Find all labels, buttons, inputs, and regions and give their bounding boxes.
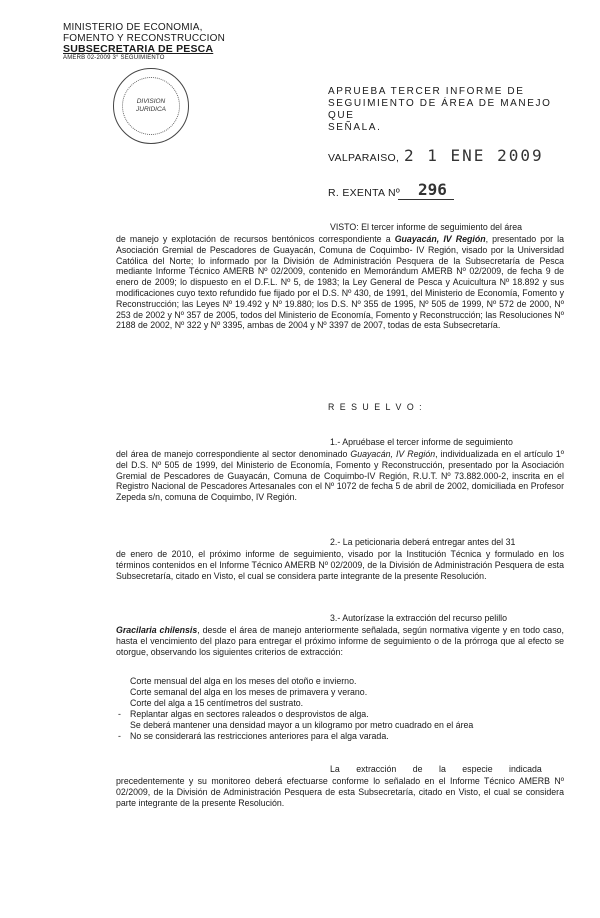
p3-paragraph xyxy=(116,625,564,657)
criteria-item: Corte del alga a 15 centímetros del sustrato. xyxy=(130,698,304,708)
p1-guayacan: Guayacán, IV Región xyxy=(350,449,436,459)
visto-text-a: de manejo y explotación de recursos bentónicos correspondiente a xyxy=(116,234,395,244)
criteria-item: Corte semanal del alga en los meses de primavera y verano. xyxy=(130,687,368,697)
criteria-item: - No se considerará las restricciones anteriores para el alga varada. xyxy=(118,731,389,741)
stamp-line-2: JURIDICA xyxy=(136,106,166,113)
p3-text: , desde el área de manejo anteriormente señalada, según normativa vigente y en todo caso, hasta el vencimiento del plazo para entregar el próximo informe de seguimiento o de la prórroga que al efecto se otorgue, observando los siguientes criterios de extracción: xyxy=(116,625,565,657)
p1-text-a: del área de manejo correspondiente al sector denominado xyxy=(116,449,351,459)
p1-indent-line: 1.- Apruébase el tercer informe de seguimiento xyxy=(330,437,513,447)
resolution-underline xyxy=(398,199,454,200)
p3-indent-line: 3.- Autorízase la extracción del recurso pelillo xyxy=(330,613,508,623)
criteria-item: - Replantar algas en sectores raleados o desprovistos de alga. xyxy=(118,709,369,719)
p3-species: Gracilaria chilensis xyxy=(116,625,198,635)
bullet-dash-icon: - xyxy=(118,731,121,741)
visto-text-b: , presentado por la Asociación Gremial de Pescadores de Guayacán, Comuna de Coquimbo- IV Región, visado por la Universidad Católica del Norte; lo informado por la División de Administración Pesquera de la Subsecretaría de Pesca mediante Informe Técnico AMERB Nº 02/2009, contenido en Memorándum AMERB Nº 02/2009, de fecha 9 de enero de 2009; lo dispuesto en el D.F.L. Nº 5, de 1983; la Ley General de Pesca y Acuicultura Nº 18.892 y sus modificaciones cuyo texto refundido fue fijado por el D.S. Nº 430, de 1991, del Ministerio de Economía, Fomento y Reconstrucción; las Leyes Nº 19.492 y Nº 19.880; los D.S. Nº 355 de 1995, Nº 505 de 1999, Nº 572 de 2000, Nº 253 de 2002 y Nº 357 de 2005, todos del Ministerio de Economía, Fomento y Reconstrucción; las Resoluciones Nº 2188 de 2002, Nº 322 y Nº 3395, ambas de 2004 y Nº 3397 de 2007, todas de esta Subsecretaría. xyxy=(116,234,564,331)
visto-paragraph xyxy=(116,234,564,331)
p2-indent-line: 2.- La peticionaria deberá entregar antes del 31 xyxy=(330,537,516,547)
header-block xyxy=(63,22,225,62)
place-label: VALPARAISO, xyxy=(328,152,400,164)
division-stamp xyxy=(113,68,189,144)
resolution-number: 296 xyxy=(418,180,447,199)
reference-code: AMERB 02-2009 3° SEGUIMIENTO xyxy=(63,55,165,61)
ministry-line-2: FOMENTO Y RECONSTRUCCION xyxy=(63,33,226,44)
stamp-inner-ring xyxy=(122,77,180,135)
visto-guayacan: Guayacán, IV Región xyxy=(394,234,486,244)
criteria-item: Corte mensual del alga en los meses del otoño e invierno. xyxy=(130,676,357,686)
p4-paragraph: precedentemente y su monitoreo deberá efectuarse conforme lo señalado en el Informe Técnico AMERB Nº 02/2009, de la División de Administración Pesquera de esta Subsecretaría, citado en Visto, el cual se considera parte integrante de la presente Resolución. xyxy=(116,776,564,808)
resuelvo-heading: R E S U E L V O : xyxy=(328,402,424,412)
resolution-label: R. EXENTA Nº xyxy=(328,187,401,199)
p2-paragraph: de enero de 2010, el próximo informe de seguimiento, visado por la Institución Técnica y formulado en los términos contenidos en el Informe Técnico AMERB Nº 02/2009, de la División de Administración Pesquera de esta Subsecretaría, citado en Visto, el cual se considera parte integrante de la presente Resolución. xyxy=(116,549,564,581)
title-line-3: SEÑALA. xyxy=(328,122,382,133)
criteria-list xyxy=(116,676,566,742)
p1-paragraph xyxy=(116,449,564,503)
stamp-line-1: DIVISION xyxy=(136,98,166,105)
title-line-2: SEGUIMIENTO DE ÁREA DE MANEJO QUE xyxy=(328,98,552,121)
visto-indent-line: VISTO: El tercer informe de seguimiento del área xyxy=(330,222,522,232)
date-stamp: 2 1 ENE 2009 xyxy=(404,146,544,165)
criteria-item: Se deberá mantener una densidad mayor a un kilogramo por metro cuadrado en el área xyxy=(130,720,474,730)
ministry-line-1: MINISTERIO DE ECONOMIA, xyxy=(63,22,203,33)
title-line-1: APRUEBA TERCER INFORME DE xyxy=(328,86,525,97)
subsecretaria-label: SUBSECRETARIA DE PESCA xyxy=(63,43,214,55)
document-title xyxy=(328,86,568,134)
p4-indent-line: La extracción de la especie indicada xyxy=(330,764,542,774)
bullet-dash-icon: - xyxy=(118,709,121,719)
p1-text-b: , individualizada en el artículo 1º del D.S. Nº 505 de 1999, del Ministerio de Economía, Fomento y Reconstrucción, presentado por la Asociación Gremial de Pescadores de Guayacán, Comuna de Coquimbo-IV Región, R.U.T. Nº 73.882.000-2, inscrita en el Registro Nacional de Pescadores Artesanales con el Nº 1072 de fecha 5 de abril de 2002, domiciliada en Profesor Zepeda s/n, comuna de Coquimbo, IV Región. xyxy=(116,449,564,503)
